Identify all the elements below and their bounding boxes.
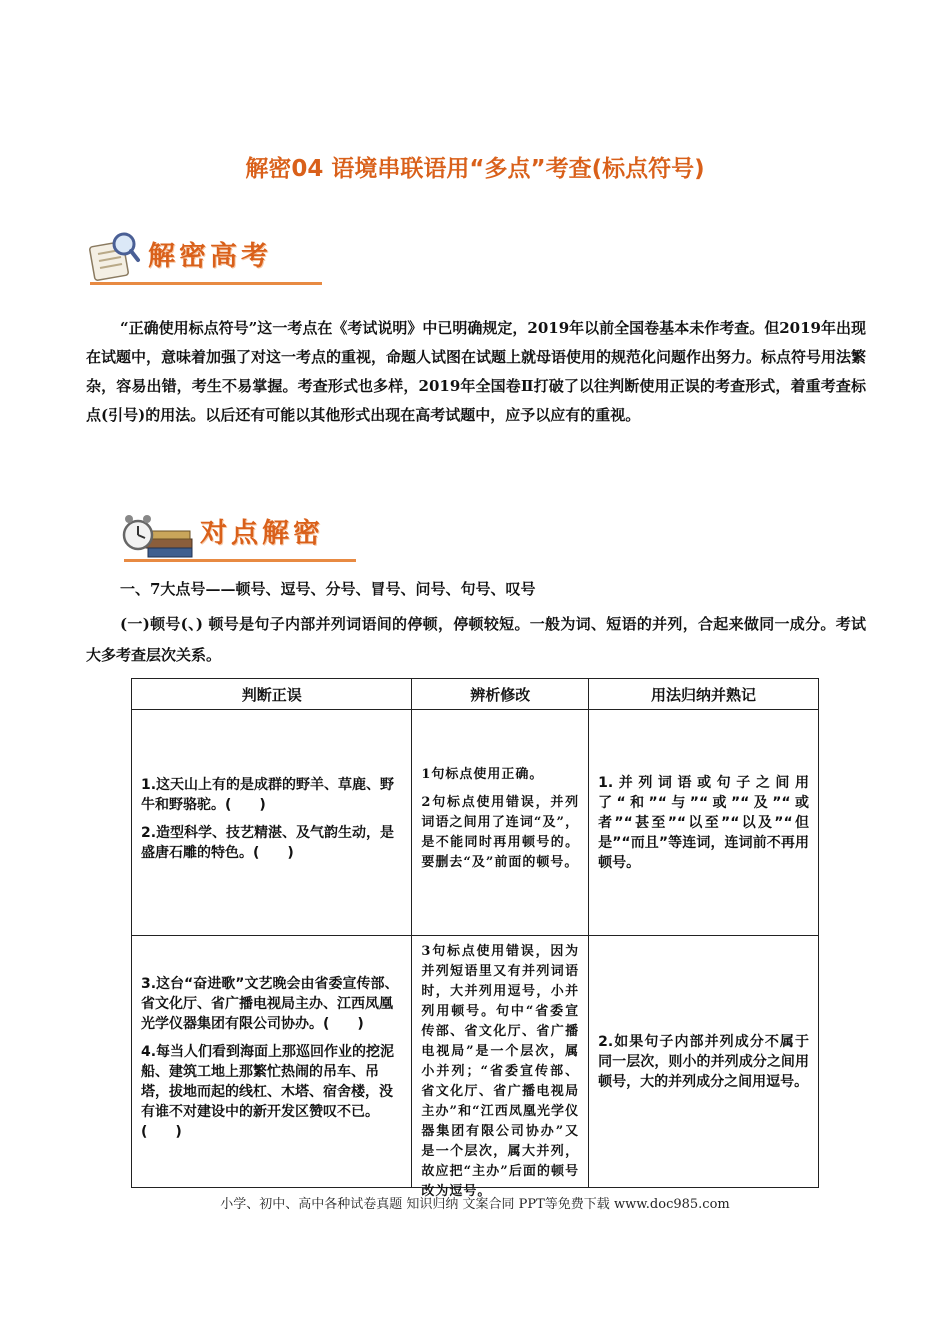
table-header: 判断正误	[132, 679, 412, 710]
analysis-item: 3句标点使用错误，因为并列短语里又有并列词语时，大并列用逗号，小并列用顿号。句中“省委宣传部、省文化厅、省广播电视局”是一个层次，属小并列；“省委宣传部、省文化厅、省广播电视局主办”和“江西凤凰光学仪器集团有限公司协办”又是一个层次，属大并列，故应把“主办”后面的顿号改为逗号。	[421, 944, 580, 1199]
punctuation-table	[131, 678, 819, 1199]
table-header-row	[132, 679, 819, 710]
analysis-cell	[412, 759, 588, 887]
section-heading: 一、7大点号——顿号、逗号、分号、冒号、问号、句号、叹号	[120, 580, 536, 598]
table-row	[132, 710, 819, 936]
banner-underline	[90, 282, 322, 285]
page-title: 解密04 语境串联语用“多点”考查(标点符号)	[245, 156, 705, 182]
analysis-clip	[412, 936, 588, 1199]
subsection-text: (一)顿号(、) 顿号是句子内部并列词语间的停顿，停顿较短。一般为词、短语的并列，合起来做同一成分。考试大多考查层次关系。	[86, 615, 866, 664]
banner-label: 解密高考	[148, 241, 272, 272]
magnifier-notepad-icon	[86, 228, 146, 290]
question-cell	[132, 769, 411, 877]
rule-cell: 1.并列词语或句子之间用了“和”“与”“或”“及”“或者”“甚至”“以至”“以及”“但是”“而且”等连词，连词前不再用顿号。	[598, 774, 809, 871]
banner-duidian-jiemi	[120, 505, 360, 565]
question-item: 3.这台“奋进歌”文艺晚会由省委宣传部、省文化厅、省广播电视局主办、江西凤凰光学仪器集团有限公司协办。( )	[141, 975, 399, 1032]
subsection-paragraph	[86, 609, 866, 671]
analysis-cell	[412, 936, 588, 1216]
question-item: 2.造型科学、技艺精湛、及气韵生动，是盛唐石雕的特色。( )	[141, 824, 395, 861]
intro-text: “正确使用标点符号”这一考点在《考试说明》中已明确规定，2019年以前全国卷基本未作考查。但2019年出现在试题中，意味着加强了对这一考点的重视，命题人试图在试题上就母语使用的规范化问题作出努力。标点符号用法繁杂，容易出错，考生不易掌握。考查形式也多样，2019年全国卷Ⅱ打破了以往判断使用正误的考查形式，着重考查标点(引号)的用法。以后还有可能以其他形式出现在高考试题中，应予以应有的重视。	[86, 319, 867, 424]
analysis-item: 2句标点使用错误，并列词语之间用了连词“及”，是不能同时再用顿号的。要删去“及”前面的顿号。	[421, 794, 580, 870]
rule-cell: 2.如果句子内部并列成分不属于同一层次，则小的并列成分之间用顿号，大的并列成分之间用逗号。	[598, 1033, 809, 1090]
question-item: 4.每当人们看到海面上那巡回作业的挖泥船、建筑工地上那繁忙热闹的吊车、吊塔，拔地而起的线杠、木塔、宿舍楼，没有谁不对建设中的新开发区赞叹不已。( )	[141, 1043, 395, 1140]
page-footer: 小学、初中、高中各种试卷真题 知识归纳 文案合同 PPT等免费下载 www.doc985.com	[220, 1197, 730, 1212]
table-header: 用法归纳并熟记	[589, 679, 819, 710]
table-header: 辨析修改	[412, 679, 589, 710]
alarm-clock-books-icon	[120, 505, 196, 567]
banner-underline	[124, 559, 356, 562]
table-row	[132, 936, 819, 1188]
intro-paragraph	[86, 314, 866, 430]
banner-jiemi-gaokao	[86, 228, 326, 288]
question-cell	[132, 968, 411, 1156]
banner-label: 对点解密	[200, 518, 324, 549]
analysis-item: 1句标点使用正确。	[421, 766, 544, 782]
question-item: 1.这天山上有的是成群的野羊、草鹿、野牛和野骆驼。( )	[141, 776, 395, 813]
